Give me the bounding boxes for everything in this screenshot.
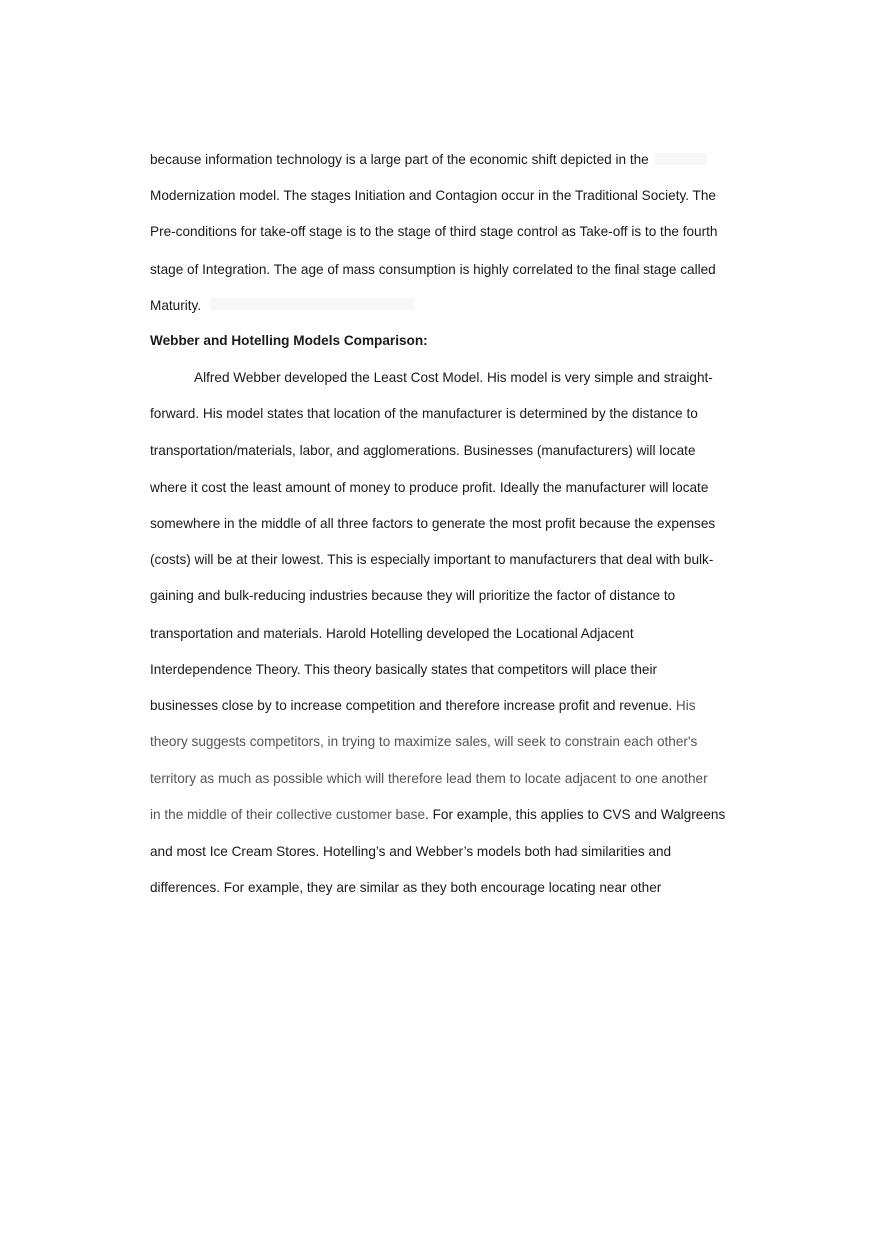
paragraph-line: (costs) will be at their lowest. This is especially important to manufacturers that deal with bulk-	[150, 552, 714, 567]
quoted-text-run: His	[672, 698, 696, 713]
paragraph-line	[150, 806, 725, 824]
paragraph-line: gaining and bulk-reducing industries because they will prioritize the factor of distance to	[150, 588, 676, 603]
paragraph-line: transportation/materials, labor, and agglomerations. Businesses (manufacturers) will locate	[150, 443, 696, 458]
text-run: . For example, this applies to CVS and Walgreens	[425, 807, 726, 822]
text-run: businesses close by to increase competition and therefore increase profit and revenue.	[150, 698, 673, 713]
paragraph-line: Alfred Webber developed the Least Cost Model. His model is very simple and straight-	[194, 370, 713, 385]
paragraph-line: Modernization model. The stages Initiation and Contagion occur in the Traditional Society. The	[150, 188, 716, 203]
quoted-paragraph-line: territory as much as possible which will therefore lead them to locate adjacent to one another	[150, 771, 708, 786]
paragraph-line: Interdependence Theory. This theory basically states that competitors will place their	[150, 662, 658, 677]
paragraph-line: forward. His model states that location of the manufacturer is determined by the distance to	[150, 406, 698, 421]
paragraph-line: stage of Integration. The age of mass consumption is highly correlated to the final stage called	[150, 262, 716, 277]
paragraph-line	[150, 697, 696, 715]
paragraph-line: where it cost the least amount of money to produce profit. Ideally the manufacturer will locate	[150, 480, 709, 495]
paragraph-line: somewhere in the middle of all three factors to generate the most profit because the expenses	[150, 516, 716, 531]
quoted-paragraph-line: theory suggests competitors, in trying to maximize sales, will seek to constrain each other's	[150, 734, 698, 749]
paragraph-line: transportation and materials. Harold Hotelling developed the Locational Adjacent	[150, 626, 634, 641]
paragraph-line: Maturity.	[150, 298, 202, 313]
paragraph-line: Pre-conditions for take-off stage is to the stage of third stage control as Take-off is to the fourth	[150, 224, 718, 239]
faint-highlight	[210, 298, 415, 310]
paragraph-line: and most Ice Cream Stores. Hotelling’s and Webber’s models both had similarities and	[150, 844, 672, 859]
paragraph-line: differences. For example, they are similar as they both encourage locating near other	[150, 880, 662, 895]
paragraph-line: because information technology is a large part of the economic shift depicted in the	[150, 152, 649, 167]
faint-highlight	[655, 153, 707, 165]
section-heading: Webber and Hotelling Models Comparison:	[150, 333, 428, 348]
quoted-text-run: in the middle of their collective customer base	[150, 807, 426, 822]
